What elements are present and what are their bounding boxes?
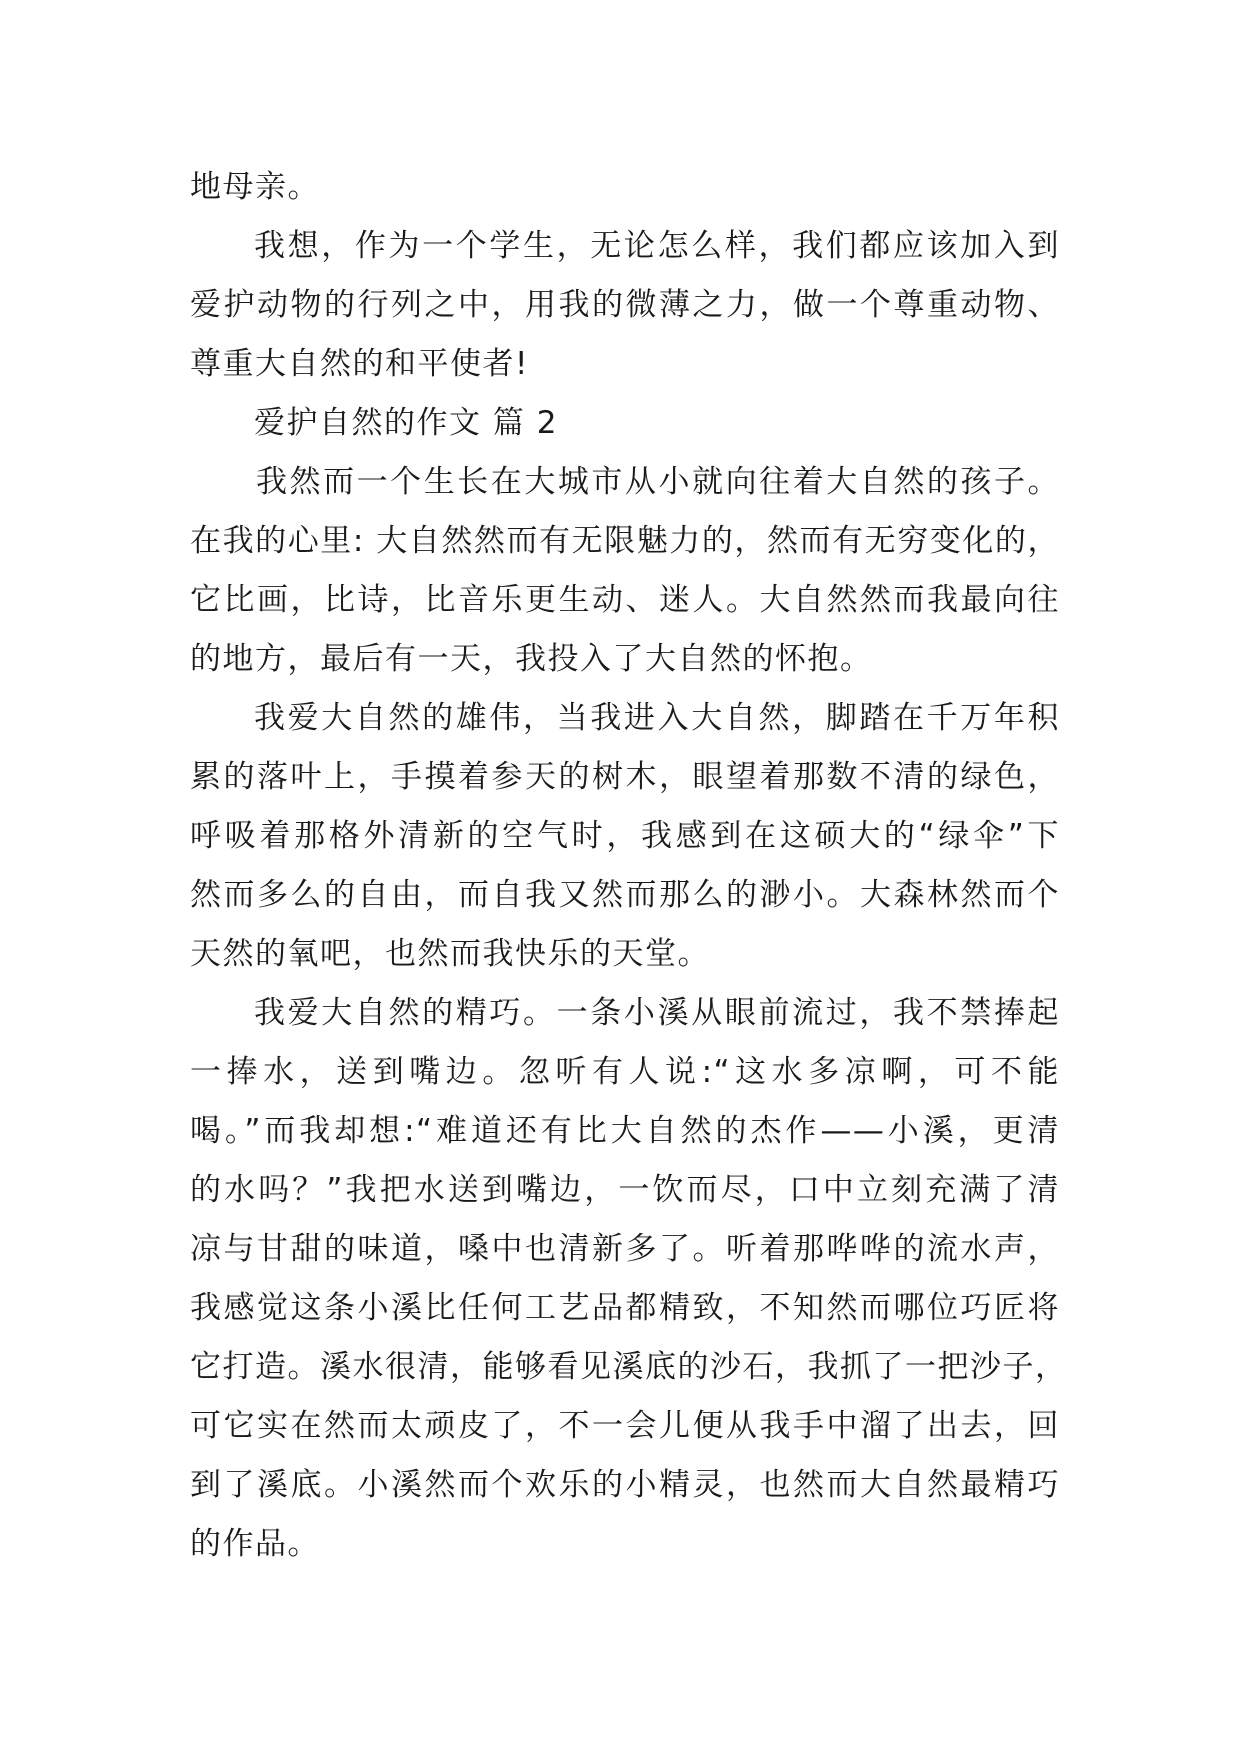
section-heading: 爱护自然的作文 篇 2 <box>254 405 558 441</box>
paragraph-line: 我然而一个生长在大城市从小就向往着大自然的孩子。 <box>256 464 1060 500</box>
paragraph-line: 我想，作为一个学生，无论怎么样，我们都应该加入到 <box>254 228 1060 264</box>
paragraph-line: 累的落叶上，手摸着参天的树木，眼望着那数不清的绿色， <box>190 759 1060 795</box>
paragraph-line: 的水吗？”我把水送到嘴边，一饮而尽，口中立刻充满了清 <box>190 1172 1060 1208</box>
paragraph-line: 可它实在然而太顽皮了，不一会儿便从我手中溜了出去，回 <box>190 1408 1060 1444</box>
paragraph-line: 它打造。溪水很清，能够看见溪底的沙石，我抓了一把沙子， <box>190 1349 1068 1385</box>
essay-body <box>190 158 1068 1574</box>
paragraph-line: 我爱大自然的雄伟，当我进入大自然，脚踏在千万年积 <box>254 700 1060 736</box>
paragraph-line: 然而多么的自由，而自我又然而那么的渺小。大森林然而个 <box>190 877 1060 913</box>
paragraph-line: 呼吸着那格外清新的空气时，我感到在这硕大的“绿伞”下 <box>190 818 1060 854</box>
paragraph-line: 一捧水，送到嘴边。忽听有人说:“这水多凉啊，可不能 <box>190 1054 1060 1090</box>
paragraph-line: 凉与甘甜的味道，嗓中也清新多了。听着那哗哗的流水声， <box>190 1231 1060 1267</box>
paragraph-line: 到了溪底。小溪然而个欢乐的小精灵，也然而大自然最精巧 <box>190 1467 1060 1503</box>
paragraph-line: 我感觉这条小溪比任何工艺品都精致，不知然而哪位巧匠将 <box>190 1290 1060 1326</box>
paragraph-line: 我爱大自然的精巧。一条小溪从眼前流过，我不禁捧起 <box>254 995 1060 1031</box>
paragraph-line: 喝。”而我却想:“难道还有比大自然的杰作——小溪，更清 <box>190 1113 1060 1149</box>
paragraph-line: 天然的氧吧，也然而我快乐的天堂。 <box>190 936 710 972</box>
paragraph-line: 爱护动物的行列之中，用我的微薄之力，做一个尊重动物、 <box>190 287 1060 323</box>
paragraph-line: 它比画，比诗，比音乐更生动、迷人。大自然然而我最向往 <box>190 582 1060 618</box>
paragraph-line: 在我的心里: 大自然然而有无限魅力的，然而有无穷变化的， <box>190 523 1060 559</box>
paragraph-line: 尊重大自然的和平使者! <box>190 346 529 382</box>
paragraph-line: 的地方，最后有一天，我投入了大自然的怀抱。 <box>190 641 873 677</box>
paragraph-line: 地母亲。 <box>190 169 320 205</box>
paragraph-line: 的作品。 <box>190 1526 320 1562</box>
